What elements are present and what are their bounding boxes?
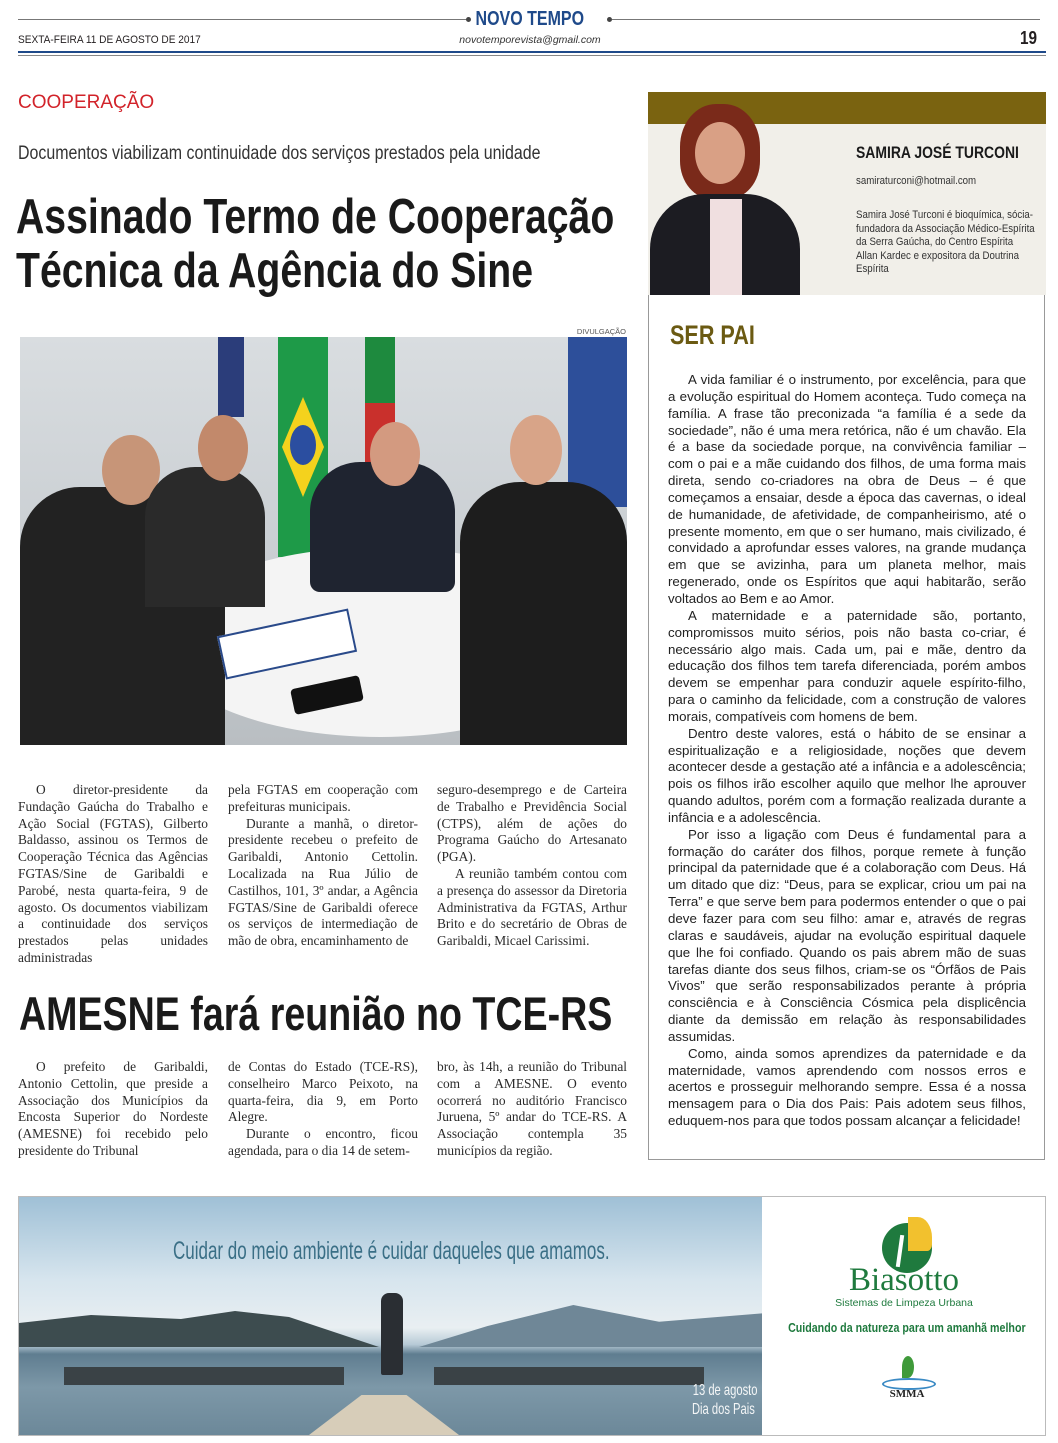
mountains-right — [419, 1305, 762, 1347]
header-rule-left — [18, 19, 468, 20]
author-email: samiraturconi@hotmail.com — [856, 175, 977, 187]
issue-date: SEXTA-FEIRA 11 DE AGOSTO DE 2017 — [18, 34, 201, 46]
author-name: SAMIRA JOSÉ TURCONI — [856, 143, 1019, 162]
section-label: COOPERAÇÃO — [18, 92, 155, 113]
flag-pole-blue — [218, 337, 244, 417]
header-rule-blue — [18, 51, 1046, 53]
person-face — [198, 415, 248, 481]
author-photo — [650, 104, 800, 295]
dock — [309, 1395, 459, 1435]
photo-credit: DIVULGAÇÃO — [576, 327, 626, 336]
person-face — [370, 422, 420, 486]
ad-date: 13 de agosto Dia dos Pais — [691, 1382, 758, 1418]
logo-leaf — [908, 1217, 932, 1251]
article1-column-3: seguro-desemprego e de Carteira de Trabalho e Previdência Social (CTPS), além de ações do Programa Gaúcho do Artesanato (PGA). A reunião também contou com a presença do assessor da Diretoria Administrativa da FGTAS, Arthur Brito e do secretário de Obras de Garibaldi, Micael Carissimi. — [437, 782, 627, 949]
person-face — [510, 415, 562, 485]
article1-column-2: pela FGTAS em cooperação com prefeituras municipais. Durante a manhã, o diretor-presidente recebeu o prefeito de Garibaldi, Antonio Cettolin. Localizada na Rua Júlio de Castilhos, 101, 3º andar, a Agência FGTAS/Sine de Garibaldi oferece os serviços de intermediação de mão de obra, encaminhamento de — [228, 782, 418, 949]
paper-name: NOVO TEMPO — [475, 8, 585, 30]
article2-column-3: bro, às 14h, a reunião do Tribunal com a AMESNE. O evento ocorrerá no auditório Francisco Juruena, 5º andar do TCE-RS. A Associação contempla 35 municípios da região. — [437, 1059, 627, 1158]
ad-brand-sub: Sistemas de Limpeza Urbana — [835, 1297, 973, 1309]
author-blouse — [710, 199, 742, 295]
column-body: A vida familiar é o instrumento, por excelência, para que a evolução espiritual do Homem aconteça. Tudo começa na família. A frase tão preconizada “a família é a sede da sociedade”, não é uma mera retórica, não é um chavão. Ela é a base da sociedade porque, na convivência familiar – com o pai e a mãe cuidando dos filhos, de uma forma mais direta, sendo co-criadores na obra de Deus – é que começamos a ensaiar, desde a época das cavernas, o ideal de humanidade, de afetividade, de companheirismo, até o presente momento, em que o ser humano, mais civilizado, é convidado a aprofundar esses valores, na grande mudança em que se avizinha, para um planeta melhor, mais regenerado, onde os Espíritos que aqui habitarão, serão voltados ao Bem e ao Amor. A maternidade e a paternidade são, portanto, compromissos muito sérios, pois não basta co-criar, é necessário algo mais. Cada um, pai e mãe, dentro da educação dos filhos tem tarefa diferenciada, porém ambos devem se empenhar para conduzir aquele espírito-filho, para o caminho da felicidade, com a construção de valores morais, compatíveis com homens de bem. Dentro deste valores, está o hábito de se ensinar a espiritualização e a religiosidade, noções que devem acontecer desde a gestação até a infância e a adolescência; pois os filhos irão escolher aquilo que melhor lhe aprouver quando adultos, porém com a formação realizada durante a infância e a adolescência. Por isso a ligação com Deus é fundamental para a formação do caráter dos filhos, porque remete à função principal da paternidade que é a colaboração com Deus. Há um ditado que diz: “Deus, para se explicar, criou um pai na Terra” e que serve bem para podermos entender o que o pai deve fazer para com seu filho: amar e, através de regras claras e saudáveis, ajudar na evolução espiritual daquele que lhe foi confiado. Quando os pais abrem mão de suas tarefas diante dos seus filhos, criam-se os “Órfãos de Pais Vivos” que serão responsabilizados perante à própria consciência e à Consciência Cósmica pela displicência diante da demissão em relação às responsabilidades assumidas. Como, ainda somos aprendizes da paternidade e da maternidade, vamos aprendendo com nossos erros e acertos e prosseguir melhorando sempre. Essa é a nossa mensagem para o Dia dos Pais: Pais adotem seus filhos, eduquem-nos para que todos possam alcançar a felicidade! — [668, 372, 1026, 1129]
banner-blue — [568, 337, 627, 507]
article2-column-2: de Contas do Estado (TCE-RS), conselheiro Marco Peixoto, na quarta-feira, dia 9, em Porto Alegre. Durante o encontro, ficou agendada, para o dia 14 de setem- — [228, 1059, 418, 1158]
dock-left — [64, 1367, 344, 1385]
article-photo-signing — [20, 337, 627, 745]
ad-slogan: Cuidando da natureza para um amanhã melhor — [788, 1320, 1026, 1335]
mountains-left — [19, 1307, 379, 1347]
ad-brand: Biasotto — [848, 1262, 959, 1298]
article-subtitle: Documentos viabilizam continuidade dos serviços prestados pela unidade — [18, 143, 541, 164]
author-face — [695, 122, 745, 184]
column-title: SER PAI — [670, 320, 755, 350]
ad-photo-lake — [19, 1197, 762, 1435]
dock-right — [434, 1367, 704, 1385]
father-with-child — [381, 1293, 403, 1375]
flag-brazil-globe — [290, 425, 316, 465]
person-second — [145, 467, 265, 607]
header-email: novotemporevista@gmail.com — [459, 34, 601, 46]
header-rule-thin — [18, 55, 1046, 56]
ad-tagline: Cuidar do meio ambiente é cuidar daqueles que amamos. — [173, 1237, 610, 1265]
article2-headline: AMESNE fará reunião no TCE-RS — [19, 987, 613, 1040]
article1-column-1: O diretor-presidente da Fundação Gaúcha do Trabalho e Ação Social (FGTAS), Gilberto Baldasso, assinou os Termos de Cooperação Técnica das Agências FGTAS/Sine de Garibaldi e Parobé, nesta quarta-feira, 9 de agosto. Os documentos viabilizam a continuidade dos serviços prestados pelas unidades administradas — [18, 782, 208, 965]
article2-column-1: O prefeito de Garibaldi, Antonio Cettolin, que preside a Associação dos Municípios da Encosta Superior do Nordeste (AMESNE) foi recebido pelo presidente do Tribunal — [18, 1059, 208, 1158]
person-right — [460, 482, 627, 745]
article-headline: Assinado Termo de Cooperação Técnica da Agência do Sine — [16, 190, 615, 298]
author-bio: Samira José Turconi é bioquímica, sócia-fundadora da Associação Médico-Espírita da Serra Gaúcha, do Centro Espírita Allan Kardec e expositora da Doutrina Espírita — [856, 209, 1035, 275]
smma-logo: SMMA — [889, 1388, 925, 1400]
page-number: 19 — [1020, 28, 1038, 48]
header-rule-right — [612, 19, 1040, 20]
smma-leaf-icon — [902, 1356, 914, 1378]
